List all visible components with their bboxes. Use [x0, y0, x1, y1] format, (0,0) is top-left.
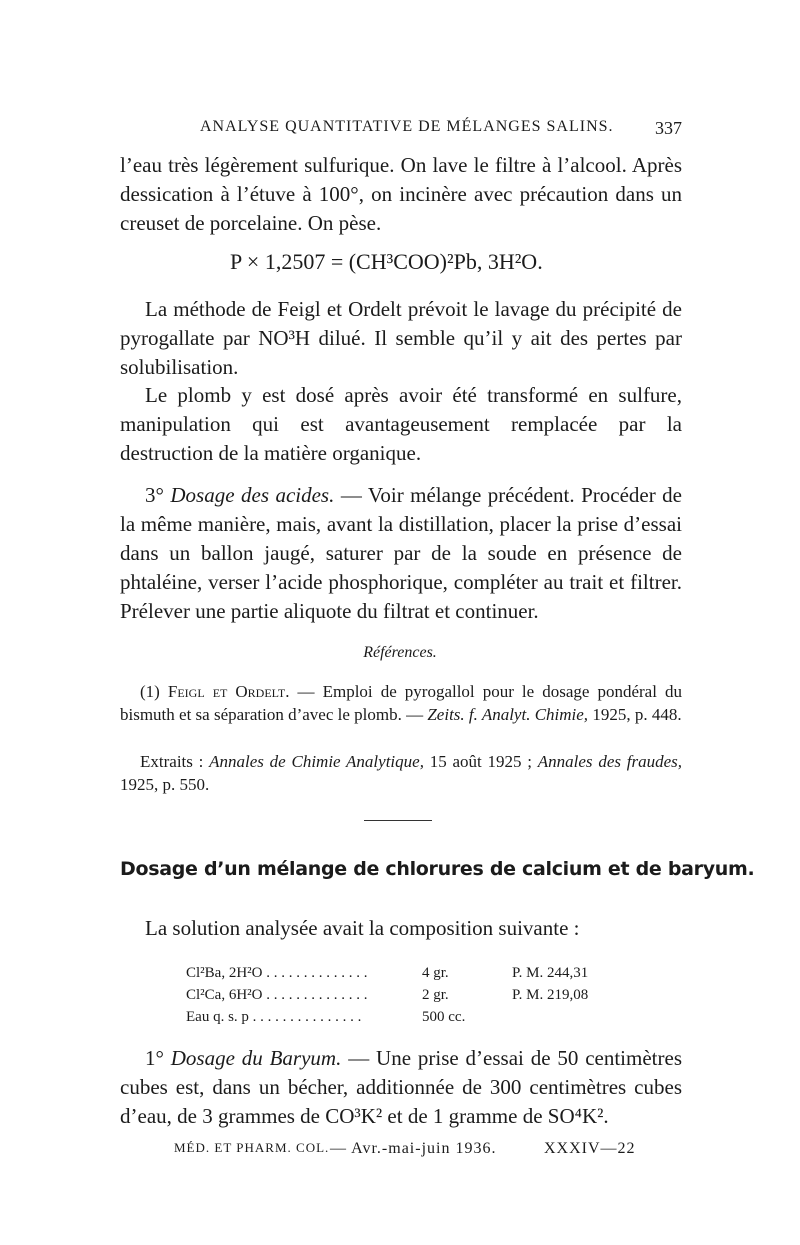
extraits-date: 15 août 1925 ;	[423, 752, 538, 771]
extraits-page: 1925, p. 550.	[120, 775, 210, 794]
composition-quantity: 4 gr.	[422, 965, 449, 981]
dosage-baryum-number: 1°	[145, 1046, 171, 1070]
dosage-baryum-text: — Une prise d’essai de 50 centimètres cubes est, dans un bécher, additionnée de 300 centimètres cubes d’eau, de 3 grammes de CO³K² et de 1 gramme de SO⁴K².	[120, 1046, 682, 1128]
footer-date: — Avr.-mai-juin 1936.	[330, 1140, 497, 1157]
composition-row	[186, 1006, 646, 1028]
composition-intro: La solution analysée avait la composition suivante :	[145, 916, 580, 940]
paragraph-dosage-acides	[120, 481, 682, 626]
paragraph-dosage-baryum	[120, 1044, 682, 1131]
composition-compound: Eau q. s. p . . . . . . . . . . . . . . .	[186, 1009, 362, 1025]
section-title: Dosage d’un mélange de chlorures de calcium et de baryum.	[120, 858, 755, 880]
composition-compound: Cl²Ca, 6H²O . . . . . . . . . . . . . .	[186, 987, 368, 1003]
extraits-label: Extraits :	[140, 752, 210, 771]
formula: P × 1,2507 = (CH³COO)²Pb, 3H²O.	[230, 249, 543, 274]
reference-1-text: — Emploi de pyrogallol pour le dosage pondéral du bismuth et sa séparation d’avec le plomb. —	[120, 682, 682, 724]
composition-compound: Cl²Ba, 2H²O . . . . . . . . . . . . . .	[186, 965, 368, 981]
reference-1-journal: Zeits. f. Analyt. Chimie,	[427, 705, 589, 724]
composition-molar-mass: P. M. 244,31	[512, 965, 589, 981]
paragraph-methode-feigl: La méthode de Feigl et Ordelt prévoit le lavage du précipité de pyrogallate par NO³H dilué. Il semble qu’il y ait des pertes par solubilisation.	[120, 297, 682, 379]
dosage-acides-number: 3°	[145, 483, 171, 507]
reference-1-year: 1925, p. 448.	[588, 705, 682, 724]
reference-1-number: (1)	[140, 682, 168, 701]
footer-signature: XXXIV—22	[544, 1140, 636, 1157]
composition-quantity: 2 gr.	[422, 987, 449, 1003]
dosage-baryum-heading: Dosage du Baryum.	[170, 1046, 342, 1070]
extraits-journal-2: Annales des fraudes,	[537, 752, 682, 771]
composition-quantity: 500 cc.	[422, 1009, 466, 1025]
composition-table	[186, 962, 646, 1028]
page-number: 337	[655, 118, 682, 138]
running-title: ANALYSE QUANTITATIVE DE MÉLANGES SALINS.	[200, 118, 614, 135]
paragraph-plomb: Le plomb y est dosé après avoir été transformé en sulfure, manipulation qui est avantageusement remplacée par la destruction de la matière organique.	[120, 383, 682, 465]
extraits-journal-1: Annales de Chimie Analytique,	[209, 752, 424, 771]
composition-row	[186, 984, 646, 1006]
reference-1	[120, 680, 682, 726]
dosage-acides-text: — Voir mélange précédent. Procéder de la même manière, mais, avant la distillation, placer la prise d’essai dans un ballon jaugé, saturer par de la soude en présence de phtaléine, verser l’acide phosphorique, compléter au trait et filtrer. Prélever une partie aliquote du filtrat et continuer.	[120, 483, 682, 623]
composition-row	[186, 962, 646, 984]
dosage-acides-heading: Dosage des acides.	[170, 483, 335, 507]
references-heading: Références.	[363, 644, 437, 661]
footer-journal: MÉD. ET PHARM. COL.	[174, 1140, 330, 1155]
paragraph-lavage: l’eau très légèrement sulfurique. On lave le filtre à l’alcool. Après dessication à l’étuve à 100°, on incinère avec précaution dans un creuset de porcelaine. On pèse.	[120, 153, 682, 235]
reference-1-authors: Feigl et Ordelt.	[167, 682, 290, 701]
composition-molar-mass: P. M. 219,08	[512, 987, 589, 1003]
reference-extraits	[120, 750, 682, 796]
section-divider	[364, 820, 432, 821]
